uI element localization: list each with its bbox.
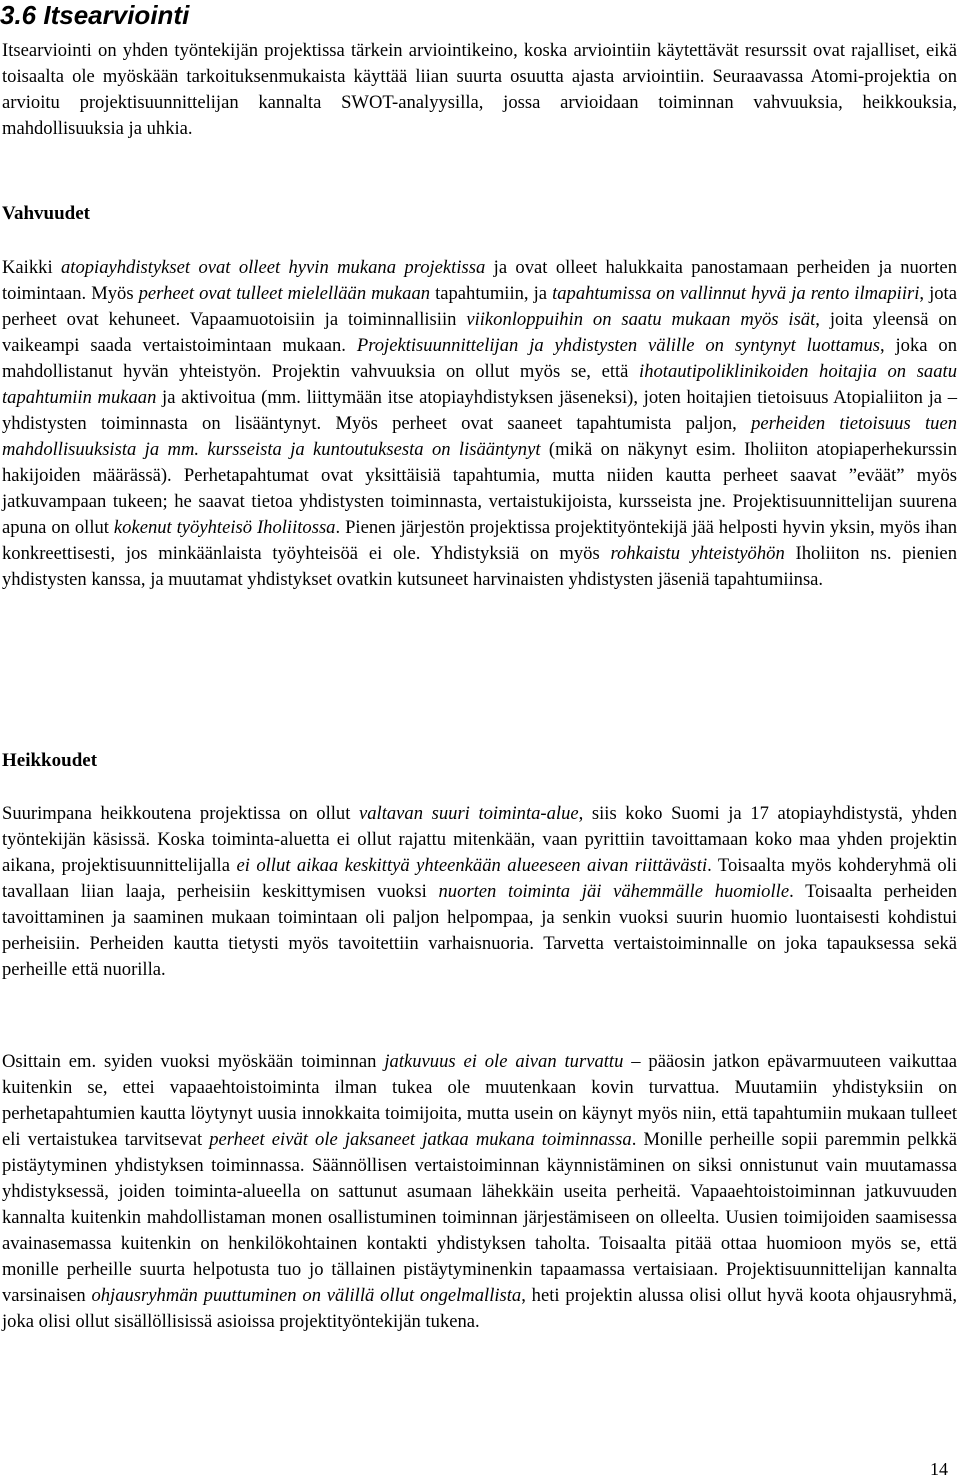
text-run: – pääosin jatkon epävarmuuteen vaikuttaa kuitenkin se, ettei vapaaehtoistoiminta ilman tukea ole muutenkaan kovin turvattua. Muutamiin yhdistyksiin on perhetapahtumien kautta löytynyt uusia innokkaita toimijoita, mutta usein on käynyt myös niin, että tapahtumiin mukaan tulleet eli vertaistukea tarvitsevat bbox=[2, 1051, 958, 1150]
italic-run: ohjausryhmän puuttuminen on välillä ollut ongelmallista bbox=[91, 1285, 522, 1306]
text-run: . Pienen järjestön projektissa projektityöntekijä jää helposti hyvin yksin, myös ihan konkreettisesti, jos minkäänlaista työyhteisöä ei ole. Yhdistyksiä on myös bbox=[2, 517, 957, 564]
text-run: , joita yleensä on vaikeampi saada vertaistoimintaan mukaan. bbox=[2, 309, 957, 356]
heikkoudet-heading: Heikkoudet bbox=[2, 750, 98, 771]
italic-run: rohkaistu yhteistyöhön bbox=[610, 543, 785, 564]
italic-run: atopiayhdistykset ovat olleet hyvin mukana projektissa bbox=[60, 257, 486, 278]
text-run: ja ovat olleet halukkaita panostamaan perheiden ja nuorten toimintaan. Myös bbox=[2, 257, 957, 304]
text-run: . Toisaalta myös kohderyhmä oli tavallaan liian laaja, perheisiin keskittymisen vuoksi bbox=[2, 855, 957, 902]
italic-run: tapahtumissa on vallinnut hyvä ja rento ilmapiiri bbox=[552, 283, 920, 304]
text-run: ja aktivoitua (mm. liittymään itse atopiayhdistyksen jäseneksi), joten hoitajien tietoisuus Atopialiiton ja –yhdistysten toiminnasta on lisääntynyt. Myös perheet ovat saaneet tapahtumista paljon, bbox=[2, 387, 957, 434]
italic-run: perheiden tietoisuus tuen mahdollisuuksista ja mm. kursseista ja kuntoutuksesta on lisääntynyt bbox=[2, 413, 957, 460]
text-run: Kaikki bbox=[2, 257, 61, 278]
section-title: 3.6 Itsearviointi bbox=[0, 0, 190, 30]
italic-run: viikonloppuihin on saatu mukaan myös isät bbox=[466, 309, 816, 330]
italic-run: ihotautipoliklinikoiden hoitajia on saatu tapahtumiin mukaan bbox=[2, 361, 957, 408]
text-run: Osittain em. syiden vuoksi myöskään toiminnan bbox=[2, 1051, 385, 1072]
italic-run: perheet eivät ole jaksaneet jatkaa mukana toiminnassa bbox=[209, 1129, 632, 1150]
text-run: . Toisaalta perheiden tavoittaminen ja saaminen mukaan toimintaan oli paljon helpompaa, ja senkin vuoksi suurin huomio luontaisesti kohdistui perheisiin. Perheiden kautta tietysti myös tavoitettiin varhaisnuoria. Tarvetta vertaistoiminnalle on joka tapauksessa sekä perheille että nuorilla. bbox=[2, 881, 958, 980]
heikkoudet-paragraph-1 bbox=[2, 801, 957, 983]
intro-paragraph bbox=[2, 38, 957, 142]
italic-run: valtavan suuri toiminta-alue bbox=[358, 803, 579, 824]
text-run: (mikä on näkynyt esim. Iholiiton atopiaperhekurssin hakijoiden määrässä). Perhetapahtumat ovat yksittäisiä tapahtumia, mutta niiden kautta perheet saavat ”eväät” myös jatkuvampaan tukeen; he saavat tietoa yhdistysten toiminnasta, vertaistukijoista, kursseista jne. Projektisuunnittelijan suurena apuna on ollut bbox=[2, 439, 957, 538]
italic-run: Projektisuunnittelijan ja yhdistysten välille on syntynyt luottamus bbox=[356, 335, 880, 356]
heikkoudet-paragraph-2 bbox=[2, 1049, 957, 1335]
text-run: , jota perheet ovat kehuneet. Vapaamuotoisiin ja toiminnallisiin bbox=[2, 283, 957, 330]
text-run: , siis koko Suomi ja 17 atopiayhdistystä, yhden työntekijän käsissä. Koska toiminta-aluetta ei ollut rajattu mitenkään, vaan pyrittiin tavoittamaan koko maa yhden projektin aikana, projektisuunnittelijalla bbox=[2, 803, 957, 876]
italic-run: kokenut työyhteisö Iholiitossa bbox=[113, 517, 336, 538]
text-run: . Monille perheille sopii paremmin pelkkä pistäytyminen yhdistyksen toiminnassa. Säännöllisen vertaistoiminnan käynnistäminen on siksi onnistunut vain muutamassa yhdistyksessä, joiden toiminta-alueella on sattunut asumaan lähekkäin useita perheitä. Vapaaehtoistoiminnan jatkuvuuden kannalta kuitenkin mahdollistaman monen osallistuminen toiminnan järjestämiseen on olleelta. Uusien toimijoiden saamisessa avainasemassa kuitenkin on henkilökohtainen kontakti yhdistyksen taholta. Toisaalta pitää ottaa huomioon myös se, että monille perheille suurta helpotusta tuo jo tällainen pistäytyminenkin tapaamassa vertaisiaan. Projektisuunnittelijan kannalta varsinaisen bbox=[2, 1129, 957, 1306]
vahvuudet-heading: Vahvuudet bbox=[2, 203, 91, 224]
text-run: Iholiiton ns. pienien yhdistysten kanssa, ja muutamat yhdistykset ovatkin kutsuneet harvinaisten yhdistysten jäseniä tapahtumiinsa. bbox=[2, 543, 957, 590]
italic-run: nuorten toiminta jäi vähemmälle huomiolle bbox=[438, 881, 790, 902]
page-number: 14 bbox=[930, 1459, 948, 1479]
text-run: tapahtumiin, ja bbox=[430, 283, 553, 304]
text-run: Suurimpana heikkoutena projektissa on ollut bbox=[2, 803, 359, 824]
text-run: Itsearviointi on yhden työntekijän projektissa tärkein arviointikeino, koska arviointiin käytettävät resurssit ovat rajalliset, eikä toisaalta ole myöskään tarkoituksenmukaista käyttää liian suurta osuutta ajasta arviointiin. Seuraavassa Atomi-projektia on arvioitu projektisuunnittelijan kannalta SWOT-analyysilla, jossa arvioidaan toiminnan vahvuuksia, heikkouksia, mahdollisuuksia ja uhkia. bbox=[2, 40, 957, 139]
text-run: , joka on mahdollistanut hyvän yhteistyön. Projektin vahvuuksia on ollut myös se, että bbox=[2, 335, 957, 382]
italic-run: ei ollut aikaa keskittyä yhteenkään alueeseen aivan riittävästi bbox=[236, 855, 708, 876]
vahvuudet-paragraph bbox=[2, 255, 957, 593]
text-run: , heti projektin alussa olisi ollut hyvä koota ohjausryhmä, joka olisi ollut sisällöllisissä asioissa projektityöntekijän tukena. bbox=[2, 1285, 957, 1332]
italic-run: jatkuvuus ei ole aivan turvattu bbox=[384, 1051, 624, 1072]
italic-run: perheet ovat tulleet mielellään mukaan bbox=[138, 283, 431, 304]
